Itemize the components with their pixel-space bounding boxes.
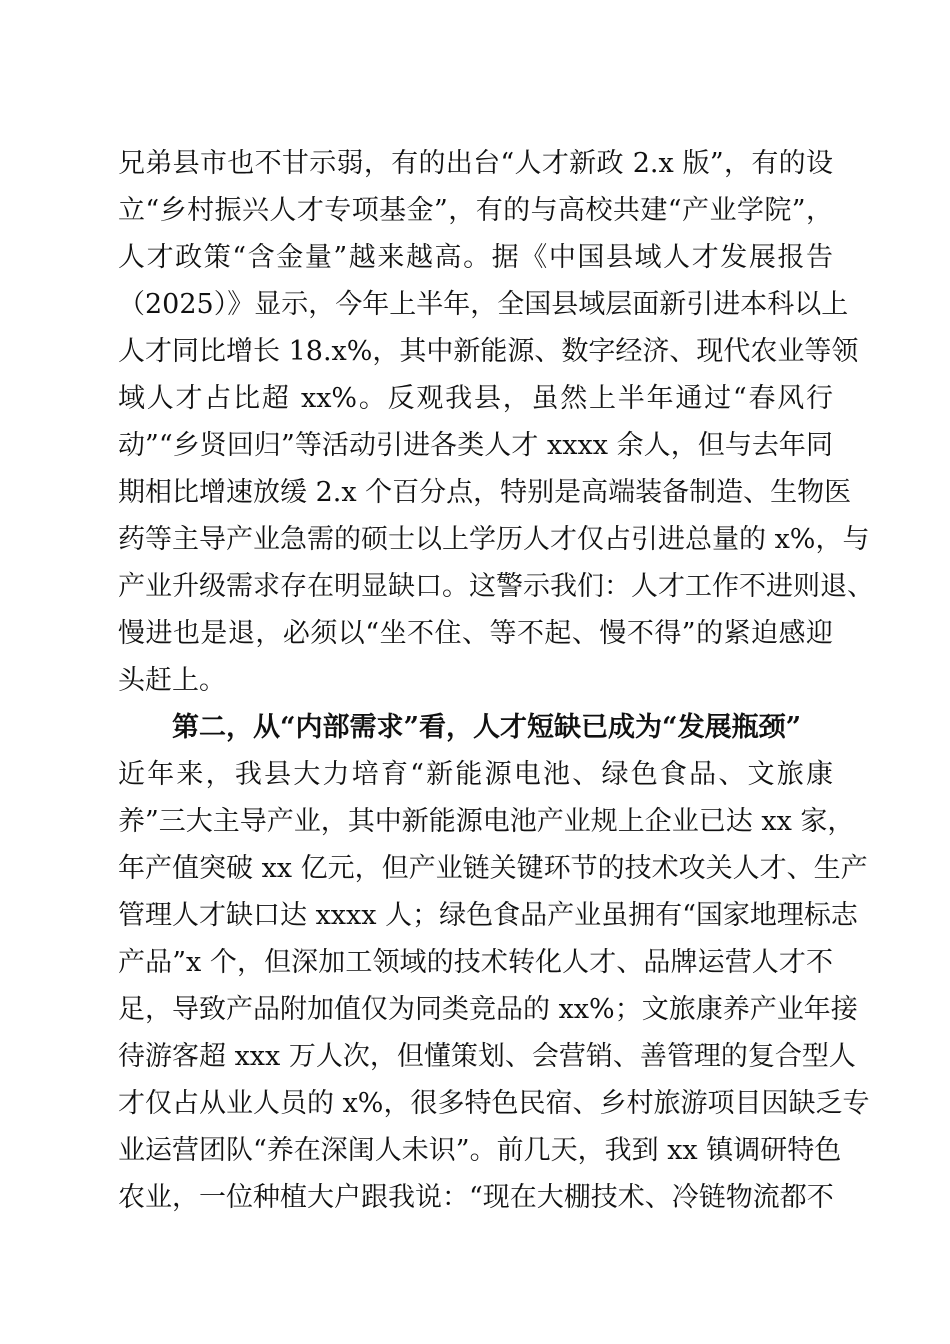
paragraph-line: 产品”x 个，但深加工领域的技术转化人才、品牌运营人才不 (118, 947, 833, 978)
paragraph-2 (118, 751, 870, 1221)
paragraph-line: 产业升级需求存在明显缺口。这警示我们：人才工作不进则退、 (118, 571, 874, 602)
paragraph-line: 养”三大主导产业，其中新能源电池产业规上企业已达 xx 家， (118, 806, 855, 837)
paragraph-line: 兄弟县市也不甘示弱，有的出台“人才新政 2.x 版”，有的设 (118, 148, 833, 179)
paragraph-line: 年产值突破 xx 亿元，但产业链关键环节的技术攻关人才、生产 (118, 853, 868, 884)
paragraph-line: 头赶上。 (118, 665, 226, 696)
paragraph-line: 待游客超 xxx 万人次，但懂策划、会营销、善管理的复合型人 (118, 1041, 856, 1072)
paragraph-line: 近年来，我县大力培育“新能源电池、绿色食品、文旅康 (118, 759, 833, 790)
paragraph-line: 管理人才缺口达 xxxx 人；绿色食品产业虽拥有“国家地理标志 (118, 900, 858, 931)
paragraph-line: 期相比增速放缓 2.x 个百分点，特别是高端装备制造、生物医 (118, 477, 852, 508)
paragraph-line: （2025）》显示，今年上半年，全国县域层面新引进本科以上 (118, 289, 849, 320)
section-heading-2: 第二，从“内部需求”看，人才短缺已成为“发展瓶颈” (172, 712, 802, 743)
paragraph-line: 业运营团队“养在深闺人未识”。前几天，我到 xx 镇调研特色 (118, 1135, 842, 1166)
paragraph-line: 域人才占比超 xx%。反观我县，虽然上半年通过“春风行 (118, 383, 833, 414)
document-body (118, 140, 874, 1221)
paragraph-line: 农业，一位种植大户跟我说：“现在大棚技术、冷链物流都不 (118, 1182, 834, 1213)
paragraph-line: 药等主导产业急需的硕士以上学历人才仅占引进总量的 x%，与 (118, 524, 870, 555)
paragraph-line: 才仅占从业人员的 x%，很多特色民宿、乡村旅游项目因缺乏专 (118, 1088, 870, 1119)
paragraph-line: 人才政策“含金量”越来越高。据《中国县域人才发展报告 (118, 242, 833, 273)
paragraph-line: 人才同比增长 18.x%，其中新能源、数字经济、现代农业等领 (118, 336, 859, 367)
paragraph-line: 足，导致产品附加值仅为同类竞品的 xx%；文旅康养产业年接 (118, 994, 858, 1025)
paragraph-line: 慢进也是退，必须以“坐不住、等不起、慢不得”的紧迫感迎 (118, 618, 833, 649)
paragraph-1 (118, 140, 874, 704)
paragraph-line: 立“乡村振兴人才专项基金”，有的与高校共建“产业学院”， (118, 195, 833, 226)
paragraph-line: 动”“乡贤回归”等活动引进各类人才 xxxx 余人，但与去年同 (118, 430, 833, 461)
